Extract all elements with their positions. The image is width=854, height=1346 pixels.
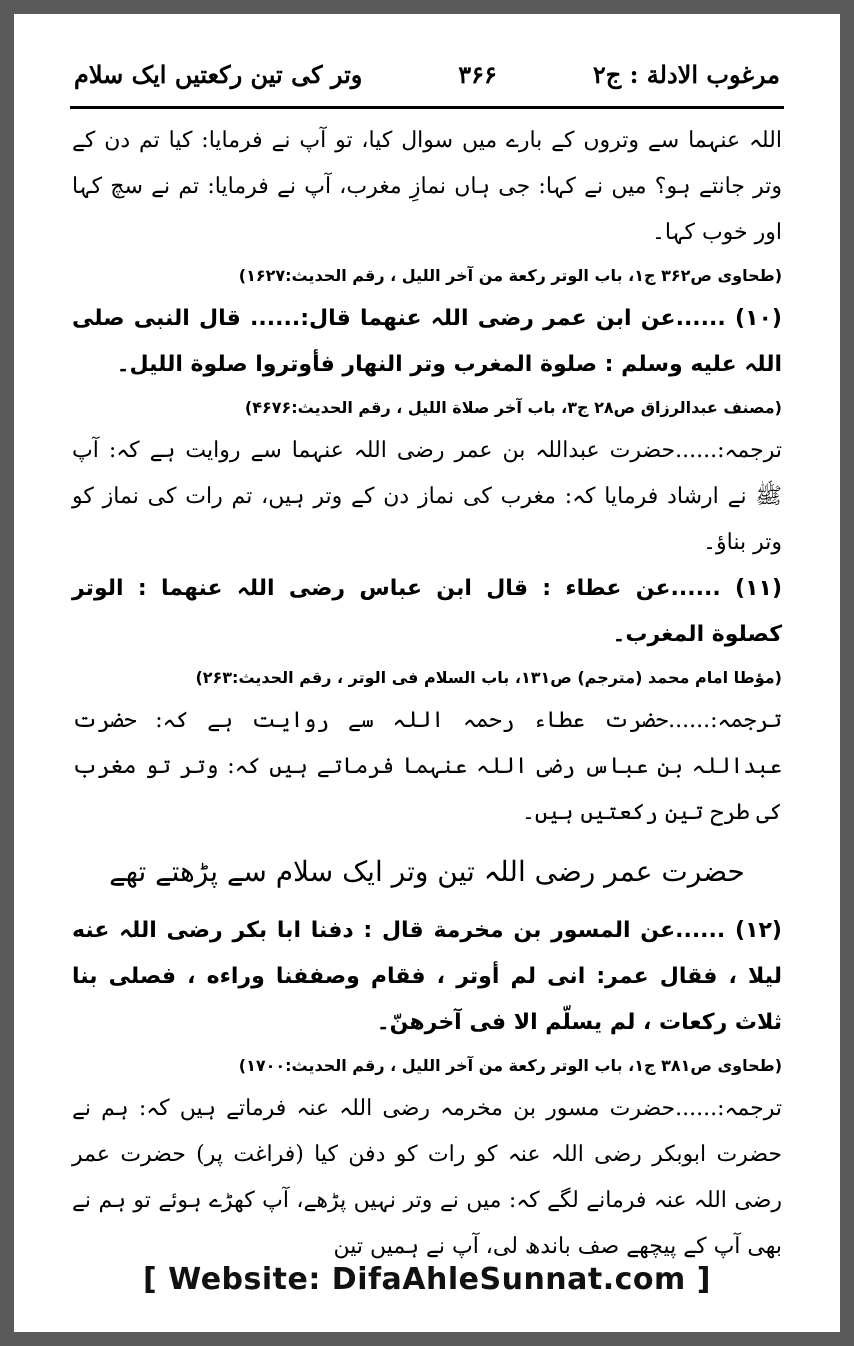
page [14,14,840,1332]
hadith-10 [72,296,782,388]
page-header [74,44,780,104]
book-title: مرغوب الادلة : ج۲ [592,59,780,89]
hadith-number: (۱۲) [735,918,782,943]
section-heading: حضرت عمر رضی اللہ تین وتر ایک سلام سے پڑھتے تھے [109,855,745,888]
translation-11: ترجمہ:......حضرت عطاء رحمہ اللہ سے روایت ہے کہ: حضرت عبداللہ بن عباس رضی اللہ عنہما فرماتے ہیں کہ: وتر تو مغرب کی طرح تین رکعتیں ہیں۔ [72,708,782,825]
reference-abdul-razzaq: (مصنف عبدالرزاق ص۲۸ ج۳، باب آخر صلاة اللیل ، رقم الحدیث:۴۶۷۶) [244,398,782,417]
page-body [72,118,782,1270]
translation-12: ترجمہ:......حضرت مسور بن مخرمہ رضی اللہ عنہ فرماتے ہیں کہ: ہم نے حضرت ابوبکر رضی اللہ عنہ کو رات کو دفن کیا (فراغت پر) حضرت عمر رضی اللہ عنہ فرمانے لگے کہ: میں نے وتر نہیں پڑھے، آپ کھڑے ہوئے تو ہم نے بھی آپ کے پیچھے صف باندھ لی، آپ نے ہمیں تین [72,1096,782,1259]
reference-muwatta: (مؤطا امام محمد (مترجم) ص۱۳۱، باب السلام فی الوتر ، رقم الحدیث:۲۶۳) [195,668,782,687]
hadith-number: (۱۰) [735,306,782,331]
translation-10: ترجمہ:......حضرت عبداللہ بن عمر رضی اللہ عنہما سے روایت ہے کہ: آپ ﷺ نے ارشاد فرمایا کہ: مغرب کی نماز دن کے وتر ہیں، تم رات کی نماز کو وتر بناؤ۔ [72,438,782,555]
hadith-number: (۱۱) [735,576,782,601]
hadith-11 [72,566,782,658]
chapter-title: وتر کی تین رکعتیں ایک سلام [74,59,363,89]
hadith-12 [72,908,782,1046]
page-number: ۳۶۶ [458,59,497,89]
website-footer: [ Website: DifaAhleSunnat.com ] [143,1262,711,1297]
hadith-text: ......عن عطاء : قال ابن عباس رضی اللہ عنهما : الوتر کصلوة المغرب۔ [72,576,782,647]
hadith-text: ......عن ابن عمر رضی اللہ عنهما قال:...... قال النبی صلی اللہ علیه وسلم : صلوة المغرب وتر النهار فأوتروا صلوة اللیل۔ [72,306,782,377]
paragraph-continuation: اللہ عنہما سے وتروں کے بارے میں سوال کیا، تو آپ نے فرمایا: کیا تم دن کے وتر جانتے ہو؟ میں نے کہا: جی ہاں نمازِ مغرب، آپ نے فرمایا: تم نے سچ کہا اور خوب کہا۔ [72,128,782,245]
header-divider [70,106,784,109]
reference-tahawi-1627: (طحاوی ص۳۶۲ ج۱، باب الوتر رکعة من آخر اللیل ، رقم الحدیث:۱۶۲۷) [238,266,782,285]
reference-tahawi-1700: (طحاوی ص۳۸۱ ج۱، باب الوتر رکعة من آخر اللیل ، رقم الحدیث:۱۷۰۰) [238,1056,782,1075]
hadith-text: ......عن المسور بن مخرمة قال : دفنا ابا بکر رضی اللہ عنه لیلا ، فقال عمر: انی لم أوتر ، فقام وصففنا وراءه ، فصلی بنا ثلاث رکعات ، لم یسلّم الا فی آخرهنّ۔ [72,918,782,1035]
